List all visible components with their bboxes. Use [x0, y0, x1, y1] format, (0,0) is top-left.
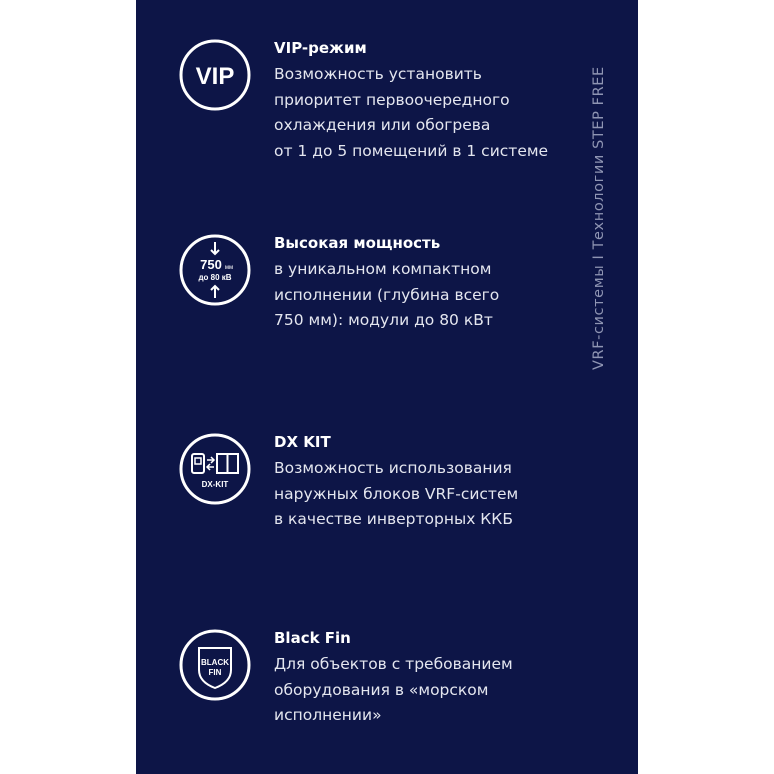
icon-black-label: BLACK: [201, 658, 229, 667]
feature-title: Высокая мощность: [274, 234, 441, 252]
svg-text:VIP: VIP: [195, 63, 235, 90]
side-label: VRF-системы I Технологии STEP FREE: [591, 66, 607, 370]
high-power-icon: [178, 233, 252, 307]
feature-description: Возможность установить приоритет первоочередного охлаждения или обогрева от 1 до 5 помещений в 1 системе: [274, 65, 549, 160]
dx-kit-icon: [178, 432, 252, 506]
vip-icon: [178, 38, 252, 112]
feature-description: Возможность использования наружных блоков VRF-систем в качестве инверторных ККБ: [274, 459, 519, 528]
feature-title: DX KIT: [274, 433, 331, 451]
icon-dx-kit-label: DX-KIT: [201, 480, 229, 489]
black-fin-shield-icon: [178, 628, 252, 702]
feature-title: Black Fin: [274, 629, 351, 647]
feature-description: в уникальном компактном исполнении (глубина всего 750 мм): модули до 80 кВт: [274, 260, 500, 329]
feature-title: VIP-режим: [274, 39, 367, 57]
icon-fin-label: FIN: [208, 668, 222, 677]
icon-depth-unit: мм: [224, 265, 234, 271]
icon-power-value: до 80 кВ: [198, 273, 232, 282]
feature-description: Для объектов с требованием оборудования в «морском исполнении»: [274, 655, 513, 724]
icon-depth-value: 750: [200, 257, 222, 272]
